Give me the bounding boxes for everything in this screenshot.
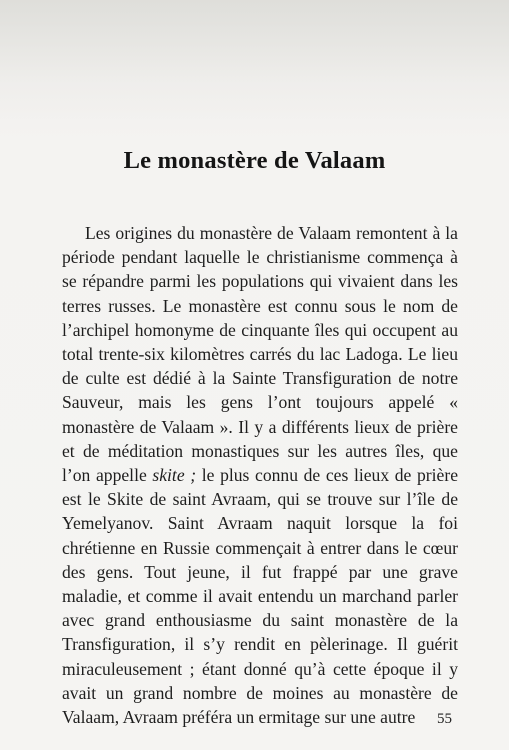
paragraph-text-end: le plus connu de ces lieux de prière est le Skite de saint Avraam, qui se trouve sur l’île de Yemelyanov. Saint Avraam naquit lorsque la foi chrétienne en Russie commençait à entrer dans le cœur des gens. Tout jeune, il fut frappé par une grave maladie, et comme il avait entendu un marchand parler avec grand enthousiasme du saint monastère de la Transfiguration, il s’y rendit en pèlerinage. Il guérit miraculeusement ; étant donné qu’à cette époque il y avait un grand nombre de moines au monastère de Valaam, Avraam préféra un ermitage sur une autre xyxy=(62,465,459,728)
italic-term: skite ; xyxy=(152,465,197,486)
chapter-title: Le monastère de Valaam xyxy=(123,147,386,174)
show-through-bleed xyxy=(0,0,509,140)
paragraph-text-start: Les origines du monastère de Valaam remontent à la période pendant laquelle le christianisme commença à se répandre parmi les populations qui vivaient dans les terres russes. Le monastère est connu sous le nom de l’archipel homonyme de cinquante îles qui occupent au total trente-six kilomètres carrés du lac Ladoga. Le lieu de culte est dédié à la Sainte Transfiguration de notre Sauveur, mais les gens l’ont toujours appelé « monastère de Valaam ». Il y a différents lieux de prière et de méditation monastiques sur les autres îles, que l’on appelle xyxy=(62,223,458,486)
page-number: 55 xyxy=(437,711,452,727)
body-paragraph xyxy=(62,221,458,729)
